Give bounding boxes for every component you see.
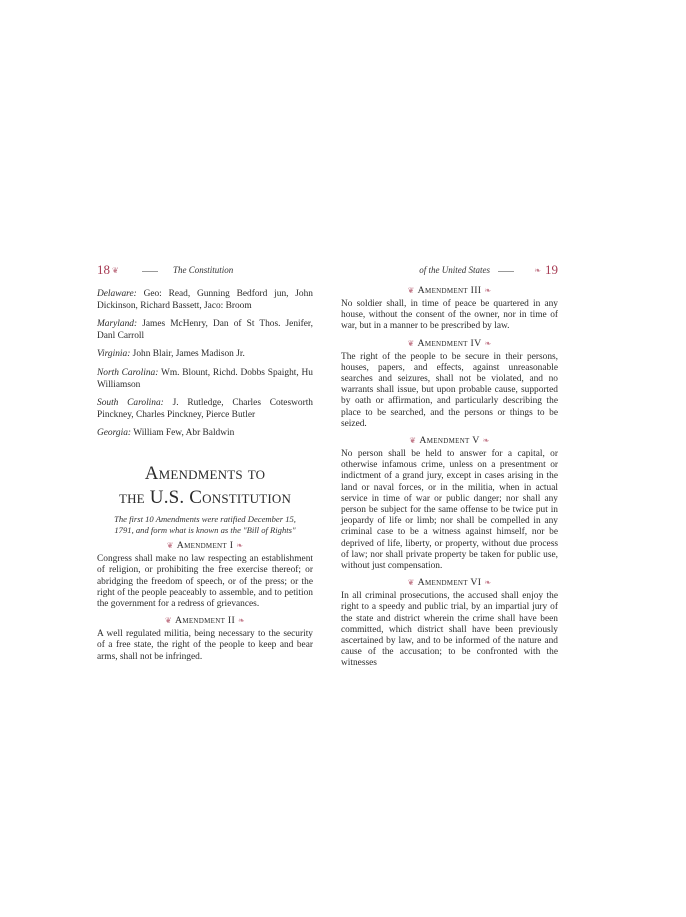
state-label: South Carolina:: [97, 398, 164, 409]
state-label: North Carolina:: [97, 367, 159, 378]
section-heading: [97, 462, 313, 510]
left-page: [97, 262, 313, 667]
amendment-text: No soldier shall, in time of peace be quartered in any house, without the consent of the owner, nor in time of war, but in a manner to be prescribed by law.: [341, 299, 558, 332]
amendment-title: Amendment I: [176, 540, 234, 552]
ornament-icon: ❧: [482, 436, 490, 446]
amendment-heading: [97, 615, 313, 626]
ornament-icon: ❧: [534, 266, 541, 275]
amendment-title: Amendment II: [174, 615, 236, 627]
ornament-icon: ❧: [238, 616, 246, 626]
ornament-icon: ❦: [407, 338, 415, 348]
ornament-icon: ❧: [484, 338, 492, 348]
ornament-icon: ❦: [409, 436, 417, 446]
right-running-head: [341, 262, 558, 280]
signer-names: Wm. Blount, Richd. Dobbs Spaight, Hu Williamson: [97, 367, 313, 390]
amendment-text: The right of the people to be secure in their persons, houses, papers, and effects, against unreasonable searches and seizures, shall not be violated, and no warrants shall issue, but upon probable cause, supported by oath or affirmation, and particularly describing the place to be searched, and the persons or things to be seized.: [341, 351, 558, 429]
signer-entry: [97, 349, 313, 361]
ornament-icon: ❧: [484, 286, 492, 295]
heading-line: Amendments to: [144, 462, 266, 484]
ornament-icon: ❦: [166, 541, 174, 551]
signer-names: James McHenry, Dan of St Thos. Jenifer, Danl Carroll: [97, 319, 314, 341]
left-running-head: [97, 262, 313, 280]
ornament-icon: ❦: [112, 266, 119, 275]
running-title: The Constitution: [173, 265, 234, 275]
page-number: 18: [97, 262, 110, 277]
amendment-title: Amendment IV: [417, 337, 482, 349]
state-label: Georgia:: [97, 428, 132, 439]
ornament-icon: ❦: [164, 616, 172, 626]
signer-names: William Few, Abr Baldwin: [133, 428, 235, 439]
amendment-heading: [341, 577, 558, 588]
heading-line: the U.S. Constitution: [118, 486, 292, 508]
signer-entry: [97, 428, 313, 440]
signer-entry: [97, 289, 313, 312]
signer-names: John Blair, James Madison Jr.: [132, 349, 245, 360]
signer-entry: [97, 398, 313, 421]
state-label: Maryland:: [97, 319, 138, 330]
amendment-heading: [341, 435, 558, 446]
signer-names: J. Rutledge, Charles Cotesworth Pinckney, Charles Pinckney, Pierce Butler: [97, 398, 313, 420]
right-page: [341, 262, 558, 674]
amendment-title: Amendment V: [419, 435, 480, 447]
amendment-heading: [97, 540, 313, 551]
page-number: 19: [545, 262, 558, 277]
header-rule: [498, 271, 514, 272]
state-label: Virginia:: [97, 349, 131, 360]
running-title: of the United States: [419, 265, 490, 275]
amendment-heading: [341, 285, 558, 296]
ornament-icon: ❦: [407, 578, 415, 588]
amendment-heading: [341, 338, 558, 349]
amendment-title: Amendment VI: [417, 577, 482, 589]
state-label: Delaware:: [97, 289, 137, 299]
signer-names: Geo: Read, Gunning Bedford jun, John Dickinson, Richard Bassett, Jaco: Broom: [97, 289, 313, 311]
ornament-icon: ❧: [236, 541, 244, 551]
amendment-text: In all criminal prosecutions, the accused shall enjoy the right to a speedy and public trial, by an impartial jury of the state and district wherein the crime shall have been committed, which district shall have been previously ascertained by law, and to be informed of the nature and cause of the accusation; to be confronted with the witnesses: [341, 591, 558, 669]
amendment-title: Amendment III: [417, 285, 482, 296]
signer-entry: [97, 319, 313, 342]
amendment-text: A well regulated militia, being necessary to the security of a free state, the right of the people to keep and bear arms, shall not be infringed.: [97, 629, 313, 662]
ornament-icon: ❧: [484, 578, 492, 588]
signers-list: [97, 289, 313, 440]
amendment-text: Congress shall make no law respecting an establishment of religion, or prohibiting the free exercise thereof; or abridging the freedom of speech, or of the press; or the right of the people peaceably to assemble, and to petition the government for a redress of grievances.: [97, 554, 313, 609]
ornament-icon: ❦: [407, 286, 415, 295]
header-rule: [142, 271, 158, 272]
amendment-text: No person shall be held to answer for a capital, or otherwise infamous crime, unless on a presentment or indictment of a grand jury, except in cases arising in the land or naval forces, or in the militia, when in actual service in time of war or public danger; nor shall any person be subject for the same offense to be twice put in jeopardy of life or limb; nor shall be compelled in any criminal case to be a witness against himself, nor be deprived of life, liberty, or property, without due process of law; nor shall private property be taken for public use, without just compensation.: [341, 449, 558, 572]
intro-note: The first 10 Amendments were ratified December 15, 1791, and form what is known as the "Bill of Rights": [114, 513, 296, 535]
signer-entry: [97, 368, 313, 391]
